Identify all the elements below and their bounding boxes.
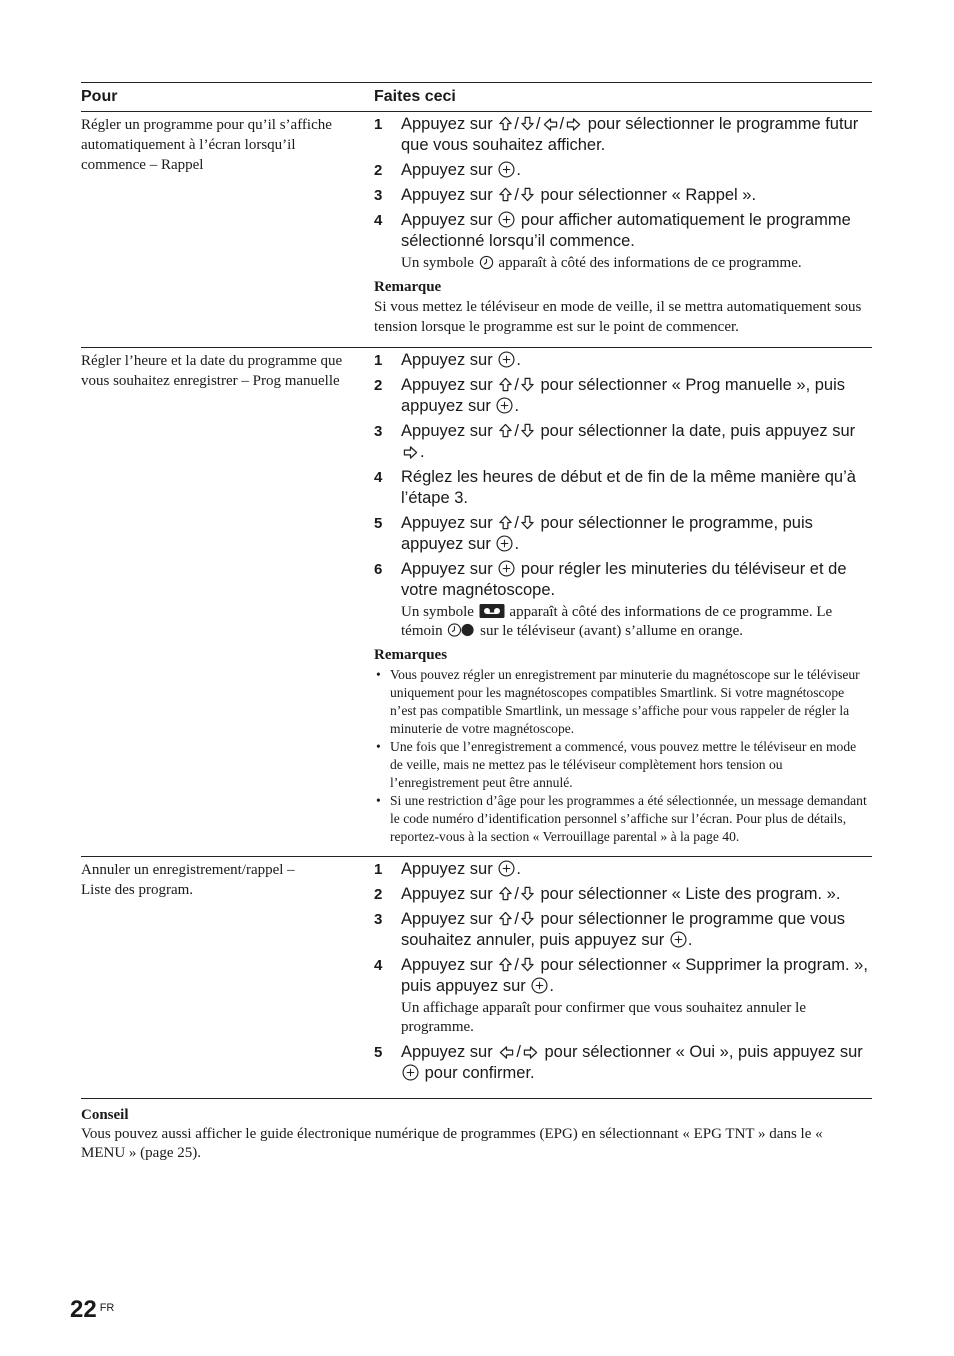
ok-button-icon	[496, 397, 513, 414]
step-text: .	[516, 860, 521, 878]
bullet-icon: •	[376, 667, 381, 682]
step-text: pour sélectionner « Supprimer la program. », puis appuyez sur	[401, 956, 868, 995]
step-text: Appuyez sur	[401, 161, 493, 179]
tip-text: Vous pouvez aussi afficher le guide électronique numérique de programmes (EPG) en sélectionnant « EPG TNT » dans le « MENU » (page 25).	[81, 1126, 823, 1161]
step-text: .	[516, 351, 521, 369]
ok-button-icon	[402, 1064, 419, 1081]
step-number: 5	[374, 1044, 383, 1061]
step-text: Appuyez sur	[401, 514, 493, 532]
col-header-faites-ceci: Faites ceci	[374, 88, 456, 105]
remark-title: Remarque	[374, 279, 442, 295]
ok-button-icon	[531, 977, 548, 994]
step-text: pour sélectionner le programme futur que vous souhaitez afficher.	[401, 115, 859, 154]
left-arrow-icon	[542, 117, 559, 132]
step-text: Appuyez sur	[401, 1043, 493, 1061]
remark-text: Vous pouvez régler un enregistrement par minuterie du magnétoscope sur le téléviseur uniquement pour les magnétoscopes compatibles Smartlink. Si votre magnétoscope n’est pas compatible Smartlink, un message s’affiche pour vous rappeler de régler la minuterie de votre magnétoscope.	[390, 667, 860, 736]
up-arrow-icon	[498, 422, 513, 439]
remark-text: Si vous mettez le téléviseur en mode de veille, il se mettra automatiquement sous tension lorsque le programme est sur le point de commencer.	[374, 299, 862, 335]
purpose-text: Annuler un enregistrement/rappel – Liste des program.	[81, 862, 295, 898]
up-arrow-icon	[498, 376, 513, 393]
down-arrow-icon	[520, 186, 535, 203]
step-note: Un affichage apparaît pour confirmer que vous souhaitez annuler le programme.	[401, 1000, 806, 1035]
step-text: .	[687, 931, 693, 949]
step-note	[401, 603, 872, 641]
row-steps	[374, 112, 872, 347]
ok-button-icon	[498, 860, 515, 877]
step-text: Appuyez sur	[401, 351, 493, 369]
down-arrow-icon	[520, 514, 535, 531]
step-text: Appuyez sur	[401, 115, 493, 133]
step-number: 5	[374, 515, 383, 532]
step-number: 2	[374, 377, 383, 394]
page	[81, 82, 872, 1163]
timer-lamp-icon	[447, 622, 475, 638]
step-number: 3	[374, 187, 383, 204]
up-arrow-icon	[498, 186, 513, 203]
remarks-list	[374, 666, 872, 846]
right-arrow-icon	[402, 445, 419, 460]
row-purpose	[81, 857, 374, 1098]
step	[374, 859, 872, 880]
step-number: 4	[374, 212, 383, 229]
page-number	[70, 1296, 114, 1324]
step: 3 Appuyez sur / pour sélectionner le programme que vous souhaitez annuler, puis appuyez sur .	[374, 910, 846, 949]
step-text: .	[516, 161, 521, 179]
step-text: Appuyez sur	[401, 956, 493, 974]
clock-icon	[479, 255, 494, 270]
ok-button-icon	[498, 560, 515, 577]
bullet-icon: •	[376, 793, 381, 808]
down-arrow-icon	[520, 376, 535, 393]
step-number: 1	[374, 352, 383, 369]
step-text: .	[549, 977, 554, 995]
step-text: pour régler les minuteries du téléviseur et de votre magnétoscope.	[401, 560, 847, 599]
step-text: Appuyez sur	[401, 885, 493, 903]
note-text: sur le téléviseur (avant) s’allume en orange.	[480, 623, 743, 639]
down-arrow-icon	[520, 910, 535, 927]
step-text: pour sélectionner « Rappel ».	[540, 186, 757, 204]
remark-text: Une fois que l’enregistrement a commencé, vous pouvez mettre le téléviseur en mode de veille, mais ne mettez pas le téléviseur complètement hors tension ou l’enregistrement peut être annulé.	[390, 739, 857, 790]
step-text: Appuyez sur	[401, 860, 493, 878]
list-item	[374, 738, 872, 792]
bullet-icon: •	[376, 739, 381, 754]
step-text: Appuyez sur	[401, 376, 493, 394]
step: 2 Appuyez sur / pour sélectionner « Prog manuelle », puis appuyez sur .	[374, 376, 846, 415]
step-text: pour confirmer.	[424, 1064, 535, 1082]
step	[374, 559, 872, 601]
step-number: 2	[374, 886, 383, 903]
step-text: pour afficher automatiquement le programme sélectionné lorsqu’il commence.	[401, 211, 851, 250]
tip-box	[81, 1105, 872, 1163]
step: 4 Appuyez sur / pour sélectionner « Supprimer la program. », puis appuyez sur .	[374, 956, 868, 995]
step-text: pour sélectionner la date, puis appuyez sur	[540, 422, 856, 440]
tip-title: Conseil	[81, 1107, 129, 1123]
up-arrow-icon	[498, 956, 513, 973]
step-text: pour sélectionner le programme que vous souhaitez annuler, puis appuyez sur	[401, 910, 846, 949]
table-row-rappel	[81, 112, 872, 348]
down-arrow-icon	[520, 115, 535, 132]
step-number: 1	[374, 861, 383, 878]
ok-button-icon	[498, 211, 515, 228]
list-item	[374, 792, 872, 846]
step-number: 3	[374, 423, 383, 440]
list-item	[374, 666, 872, 738]
down-arrow-icon	[520, 956, 535, 973]
step: 5 Appuyez sur / pour sélectionner le programme, puis appuyez sur .	[374, 514, 813, 553]
up-arrow-icon	[498, 115, 513, 132]
row-purpose: Régler l’heure et la date du programme que vous souhaitez enregistrer – Prog manuelle	[81, 353, 343, 389]
left-arrow-icon	[498, 1045, 515, 1060]
step-text: Appuyez sur	[401, 211, 493, 229]
step-text: Réglez les heures de début et de fin de la même manière qu’à l’étape 3.	[401, 468, 856, 507]
up-arrow-icon	[498, 885, 513, 902]
step-text: pour sélectionner le programme, puis appuyez sur	[401, 514, 813, 553]
step-number: 2	[374, 162, 383, 179]
step-text: Appuyez sur	[401, 422, 493, 440]
page-language: FR	[99, 1302, 115, 1314]
note-text: Un symbole	[401, 255, 474, 271]
step-number: 6	[374, 561, 383, 578]
table-row-liste-des-program	[81, 857, 872, 1099]
remarks-title: Remarques	[374, 647, 448, 663]
ok-button-icon	[670, 931, 687, 948]
note-text: apparaît à côté des informations de ce programme.	[498, 255, 802, 271]
right-arrow-icon	[565, 117, 582, 132]
step-text: pour sélectionner « Prog manuelle », puis appuyez sur	[401, 376, 846, 415]
note-text: Un symbole	[401, 604, 474, 620]
right-arrow-icon	[522, 1045, 539, 1060]
step-number: 1	[374, 116, 383, 133]
page-number-value: 22	[70, 1296, 97, 1323]
note-text: apparaît à côté des informations de ce programme. Le témoin	[401, 604, 833, 639]
row-steps	[374, 348, 872, 856]
step-text: pour sélectionner « Oui », puis appuyez sur	[544, 1043, 863, 1061]
instructions-table	[81, 82, 872, 1099]
step: 2 Appuyez sur / pour sélectionner « Liste des program. ».	[374, 885, 841, 903]
step-note	[401, 254, 872, 273]
step-text: Appuyez sur	[401, 910, 493, 928]
ok-button-icon	[498, 161, 515, 178]
step	[374, 160, 872, 181]
step: 1 Appuyez sur / / / pour sélectionner le programme futur que vous souhaitez afficher.	[374, 115, 859, 154]
step	[374, 210, 872, 252]
col-header-pour: Pour	[81, 88, 118, 105]
down-arrow-icon	[520, 422, 535, 439]
step-number: 4	[374, 957, 383, 974]
down-arrow-icon	[520, 885, 535, 902]
step-text: .	[514, 397, 520, 415]
step-text: pour sélectionner « Liste des program. ».	[540, 885, 841, 903]
step: 3 Appuyez sur / pour sélectionner « Rappel ».	[374, 186, 757, 204]
table-row-prog-manuelle	[81, 348, 872, 857]
step-text: .	[514, 535, 520, 553]
up-arrow-icon	[498, 910, 513, 927]
ok-button-icon	[496, 535, 513, 552]
table-header	[81, 83, 872, 112]
ok-button-icon	[498, 351, 515, 368]
step: 3 Appuyez sur / pour sélectionner la date, puis appuyez sur .	[374, 422, 856, 461]
step-text: .	[420, 443, 425, 461]
step	[374, 467, 872, 509]
tape-icon	[479, 603, 505, 619]
step-number: 4	[374, 469, 383, 486]
step-text: Appuyez sur	[401, 186, 493, 204]
step	[374, 350, 872, 371]
row-steps	[374, 857, 872, 1098]
step-text: Appuyez sur	[401, 560, 493, 578]
step: 5 Appuyez sur / pour sélectionner « Oui », puis appuyez sur pour confirmer.	[374, 1043, 863, 1082]
step-number: 3	[374, 911, 383, 928]
remark-text: Si une restriction d’âge pour les programmes a été sélectionnée, un message demandant le code numéro d’identification personnel s’affiche sur l’écran. Pour plus de détails, reportez-vous à la section « Verrouillage parental » à la page 40.	[390, 793, 867, 844]
up-arrow-icon	[498, 514, 513, 531]
row-purpose: Régler un programme pour qu’il s’affiche automatiquement à l’écran lorsqu’il commence – Rappel	[81, 117, 332, 173]
